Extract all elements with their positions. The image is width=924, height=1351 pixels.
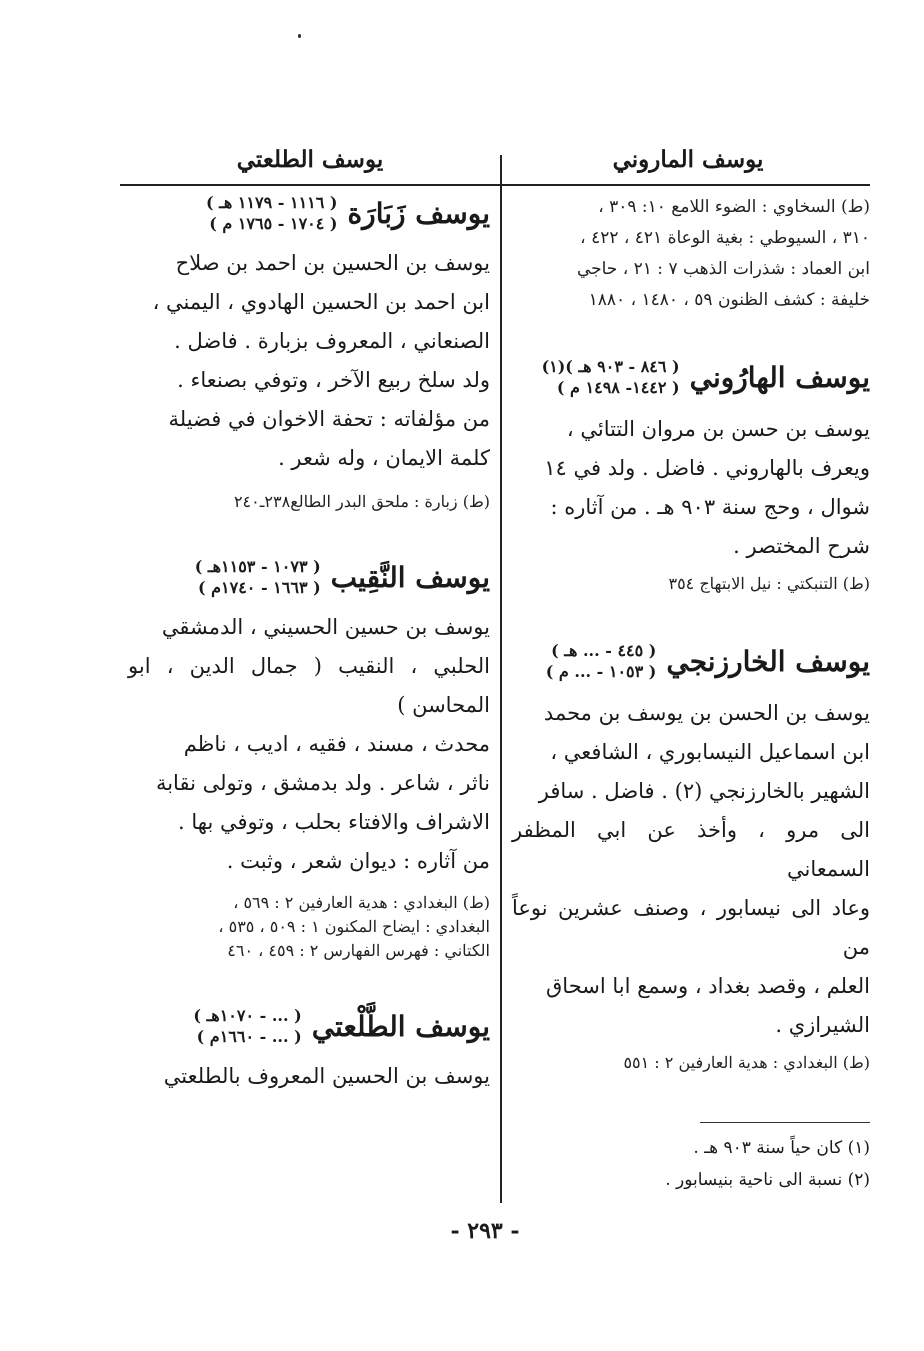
entry-body (512, 694, 870, 1045)
header-rule (120, 184, 870, 186)
gregorian-dates: ( ١٠٥٣ - ... م ) (545, 662, 657, 681)
entry-zabara (128, 192, 490, 514)
entry-dates (195, 556, 321, 598)
body-line: الى مرو ، وأخذ عن ابي المظفر السمعاني (512, 818, 870, 881)
entry-name: يوسف الخارزنجي (666, 644, 870, 678)
entry-heading (128, 556, 490, 598)
entry-dates (206, 192, 338, 234)
body-line: يوسف بن حسين الحسيني ، الدمشقي (161, 615, 490, 639)
right-column (512, 192, 870, 1075)
hijri-dates: ( ٨٤٦ - ٩٠٣ هـ )(١) (541, 357, 680, 376)
entry-citation: (ط) التنبكتي : نيل الابتهاج ٣٥٤ (668, 574, 870, 593)
continued-citation (512, 192, 870, 316)
entry-talaati (128, 1005, 490, 1096)
hijri-dates: ( ١١١٦ - ١١٧٩ هـ ) (205, 193, 338, 212)
body-line: يوسف بن الحسين بن احمد بن صلاح (175, 251, 490, 275)
entry-body (128, 244, 490, 478)
body-line: الصنعاني ، المعروف بزبارة . فاضل . (174, 329, 490, 353)
entry-body (128, 608, 490, 881)
body-line: العلم ، وقصد بغداد ، وسمع ابا اسحاق (546, 974, 870, 998)
gregorian-dates: ( ١٤٤٢- ١٤٩٨ م ) (556, 378, 680, 397)
gregorian-dates: ( ... - ١٦٦٠م ) (196, 1027, 302, 1046)
page-number: - ٢٩٣ - (450, 1218, 520, 1244)
citation-line: خليفة : كشف الظنون ٥٩ ، ١٤٨٠ ، ١٨٨٠ (588, 290, 870, 310)
entry-name: يوسف زَبَارَة (347, 196, 490, 230)
citation-line: (ط) السخاوي : الضوء اللامع ١٠: ٣٠٩ ، (598, 197, 870, 217)
body-line: الشيرازي . (775, 1013, 870, 1037)
running-header-left: يوسف الطلعتي (236, 146, 384, 173)
citation-line: البغدادي : ايضاح المكنون ١ : ٥٠٩ ، ٥٣٥ ، (218, 917, 490, 936)
entry-body (128, 1057, 490, 1096)
body-line: من آثاره : ديوان شعر ، وثبت . (226, 849, 490, 873)
entry-kharazanji (512, 640, 870, 1075)
entry-name: يوسف الطَّلْعتي (311, 1009, 490, 1043)
body-line: ناثر ، شاعر . ولد بدمشق ، وتولى نقابة (155, 771, 490, 795)
entry-heading (512, 640, 870, 682)
entry-citation: (ط) البغدادي : هدية العارفين ٢ : ٥٥١ (623, 1053, 870, 1072)
citation-line: (ط) البغدادي : هدية العارفين ٢ : ٥٦٩ ، (233, 893, 490, 912)
entry-naqib (128, 556, 490, 963)
citation-line: ٣١٠ ، السيوطي : بغية الوعاة ٤٢١ ، ٤٢٢ ، (580, 228, 870, 248)
entry-dates (542, 356, 680, 398)
body-line: ولد سلخ ربيع الآخر ، وتوفي بصنعاء . (177, 368, 490, 392)
body-line: محدث ، مسند ، فقيه ، اديب ، ناظم (183, 732, 490, 756)
entry-citations (128, 891, 490, 963)
hijri-dates: ( ١٠٧٣ - ١١٥٣هـ ) (194, 557, 321, 576)
ink-speck (298, 34, 301, 38)
body-line: شوال ، وحج سنة ٩٠٣ هـ . من آثاره : (550, 495, 870, 519)
entry-heading (512, 356, 870, 398)
entry-name: يوسف النَّقِيب (330, 560, 490, 594)
hijri-dates: ( ٤٤٥ - ... هـ ) (551, 641, 657, 660)
gregorian-dates: ( ١٧٠٤ - ١٧٦٥ م ) (209, 214, 338, 233)
body-line: كلمة الايمان ، وله شعر . (278, 446, 490, 470)
hijri-dates: ( ... - ١٠٧٠هـ ) (193, 1006, 302, 1025)
entry-heading (128, 1005, 490, 1047)
gregorian-dates: ( ١٦٦٣ - ١٧٤٠م ) (197, 578, 321, 597)
entry-citation: (ط) زبارة : ملحق البدر الطالع٢٣٨ـ٢٤٠ (233, 492, 490, 511)
body-line: يوسف بن الحسن بن يوسف بن محمد (543, 701, 870, 725)
body-line: الحلبي ، النقيب ( جمال الدين ، ابو المحاسن ) (128, 654, 490, 717)
entry-name: يوسف الهارُوني (689, 360, 870, 394)
column-divider (500, 155, 502, 1203)
entry-dates (546, 640, 657, 682)
body-line: وعاد الى نيسابور ، وصنف عشرين نوعاً من (512, 896, 870, 959)
entry-dates (193, 1005, 301, 1047)
footnote-rule (700, 1122, 870, 1123)
body-line: ابن احمد بن الحسين الهادوي ، اليمني ، (152, 290, 490, 314)
body-line: يوسف بن حسن بن مروان التتائي ، (566, 417, 870, 441)
entry-body (512, 410, 870, 566)
body-line: الاشراف والافتاء بحلب ، وتوفي بها . (178, 810, 490, 834)
body-line: من مؤلفاته : تحفة الاخوان في فضيلة (168, 407, 490, 431)
body-line: يوسف بن الحسين المعروف بالطلعتي (163, 1064, 490, 1088)
footnotes (512, 1132, 870, 1196)
entry-heading (128, 192, 490, 234)
footnote: (٢) نسبة الى ناحية بنيسابور . (665, 1170, 870, 1190)
body-line: ويعرف بالهاروني . فاضل . ولد في ١٤ (544, 456, 870, 480)
left-column (128, 192, 490, 1096)
body-line: شرح المختصر . (733, 534, 870, 558)
body-line: ابن اسماعيل النيسابوري ، الشافعي ، (550, 740, 870, 764)
entry-harouni (512, 356, 870, 596)
footnote: (١) كان حياً سنة ٩٠٣ هـ . (693, 1138, 870, 1158)
running-header-right: يوسف الماروني (612, 146, 764, 173)
body-line: الشهير بالخارزنجي (٢) . فاضل . سافر (538, 779, 870, 803)
citation-line: الكتاني : فهرس الفهارس ٢ : ٤٥٩ ، ٤٦٠ (227, 941, 490, 960)
citation-line: ابن العماد : شذرات الذهب ٧ : ٢١ ، حاجي (576, 259, 870, 279)
